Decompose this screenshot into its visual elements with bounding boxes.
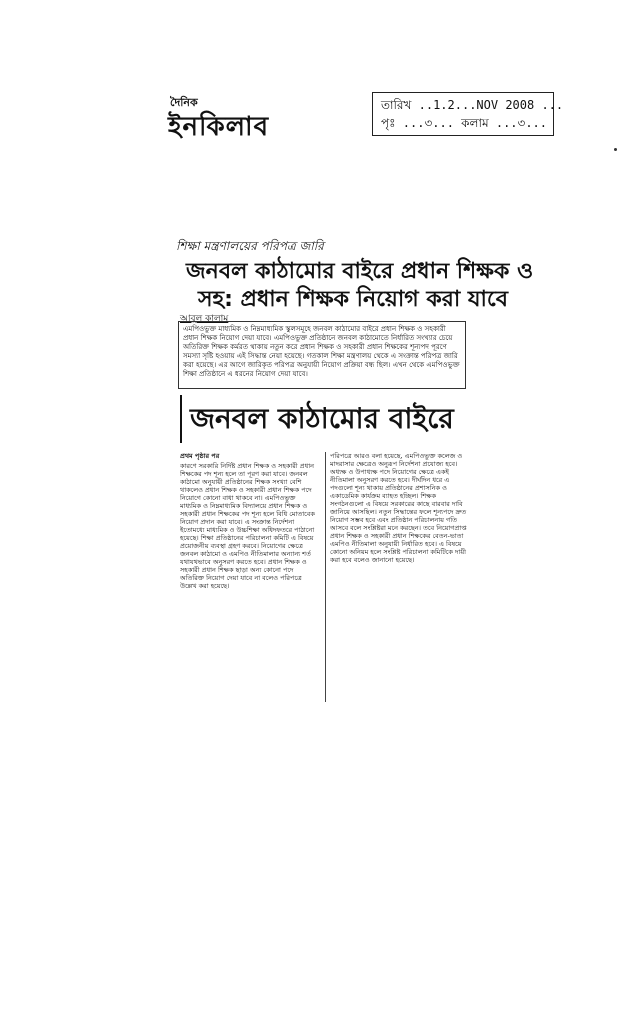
lead-paragraph-box — [178, 321, 466, 389]
byline: আবুল কালাম — [180, 314, 229, 324]
article-kicker: শিক্ষা মন্ত্রণালয়ের পরিপত্র জারি — [176, 239, 324, 253]
newspaper-label: দৈনিক — [170, 96, 198, 109]
body-text-left: কারণে সরকারি নির্দিষ্ট প্রধান শিক্ষক ও সহকারী প্রধান শিক্ষকের পদ শূন্য হলে তা পূরণ করা যাবে। জনবল কাঠামো অনুযায়ী প্রতিষ্ঠানের শিক্ষক সংখ্যা বেশি থাকলেও প্রধান শিক্ষক ও সহকারী প্রধান শিক্ষক পদে নিয়োগে কোনো বাধা থাকবে না। এমপিওভুক্ত মাধ্যমিক ও নিম্নমাধ্যমিক বিদ্যালয়ে প্রধান শিক্ষক ও সহকারী প্রধান শিক্ষকের পদ শূন্য হলে বিধি মোতাবেক নিয়োগ প্রদান করা যাবে। এ সংক্রান্ত নির্দেশনা ইতোমধ্যে মাধ্যমিক ও উচ্চশিক্ষা অধিদফতরে পাঠানো হয়েছে। শিক্ষা প্রতিষ্ঠানের পরিচালনা কমিটি এ বিষয়ে প্রয়োজনীয় ব্যবস্থা গ্রহণ করবে। নিয়োগের ক্ষেত্রে জনবল কাঠামো ও এমপিও নীতিমালার অন্যান্য শর্ত যথাযথভাবে অনুসরণ করতে হবে। প্রধান শিক্ষক ও সহকারী প্রধান শিক্ষক ছাড়া অন্য কোনো পদে অতিরিক্ত নিয়োগ দেয়া যাবে না বলেও পরিপত্রে উল্লেখ করা হয়েছে। — [180, 462, 315, 590]
continuation-header — [180, 395, 470, 443]
newspaper-name: ইনকিলাব — [168, 112, 270, 142]
column-divider — [325, 452, 326, 702]
headline-line-1: জনবল কাঠামোর বাইরে প্রধান শিক্ষক ও — [186, 259, 534, 284]
lead-paragraph: এমপিওভুক্ত মাধ্যমিক ও নিম্নমাধ্যমিক স্কুলসমূহে জনবল কাঠামোর বাইরে প্রধান শিক্ষক ও সহকারী প্রধান শিক্ষক নিয়োগ দেয়া যাবে। এমপিওভুক্ত প্রতিষ্ঠানে জনবল কাঠামোতে নির্ধারিত সংখ্যার চেয়ে অতিরিক্ত শিক্ষক কর্মরত থাকায় নতুন করে প্রধান শিক্ষক ও সহকারী প্রধান শিক্ষকের শূন্যপদ পূরণে সমস্যা সৃষ্টি হওয়ায় এই সিদ্ধান্ত নেয়া হয়েছে। গতকাল শিক্ষা মন্ত্রণালয় থেকে এ সংক্রান্ত পরিপত্র জারি করা হয়েছে। এর আগে জারিকৃত পরিপত্র অনুযায়ী নিয়োগ প্রক্রিয়া বন্ধ ছিল। এখন থেকে এমপিওভুক্ত শিক্ষা প্রতিষ্ঠানে এ ধরনের নিয়োগ দেয়া যাবে। — [183, 325, 460, 378]
date-stamp — [372, 92, 564, 136]
headline-line-2: সহ: প্রধান শিক্ষক নিয়োগ করা যাবে — [198, 287, 509, 312]
body-text-right: পরিপত্রে আরও বলা হয়েছে, এমপিওভুক্ত কলেজ ও মাদরাসার ক্ষেত্রেও অনুরূপ নির্দেশনা প্রযোজ্য হবে। অধ্যক্ষ ও উপাধ্যক্ষ পদে নিয়োগের ক্ষেত্রে একই নীতিমালা অনুসরণ করতে হবে। দীর্ঘদিন ধরে এ পদগুলো শূন্য থাকায় প্রতিষ্ঠানের প্রশাসনিক ও একাডেমিক কার্যক্রম ব্যাহত হচ্ছিল। শিক্ষক সংগঠনগুলো এ বিষয়ে সরকারের কাছে বারবার দাবি জানিয়ে আসছিল। নতুন সিদ্ধান্তের ফলে শূন্যপদে দ্রুত নিয়োগ সম্ভব হবে এবং প্রতিষ্ঠান পরিচালনায় গতি আসবে বলে সংশ্লিষ্টরা মনে করছেন। তবে নিয়োগপ্রাপ্ত প্রধান শিক্ষক ও সহকারী প্রধান শিক্ষকের বেতন-ভাতা এমপিও নীতিমালা অনুযায়ী নির্ধারিত হবে। এ বিষয়ে কোনো অনিয়ম হলে সংশ্লিষ্ট পরিচালনা কমিটিকে দায়ী করা হবে বলেও জানানো হয়েছে। — [330, 452, 467, 564]
body-column-right — [330, 452, 468, 708]
continuation-title: জনবল কাঠামোর বাইরে — [190, 402, 454, 435]
stamp-page: পৃঃ ...৩... কলাম ...৩... — [381, 116, 547, 130]
continued-label: প্রথম পৃষ্ঠার পর — [180, 452, 220, 460]
scan-speck — [614, 148, 617, 151]
stamp-date: তারিখ ..1.2...NOV 2008 ... — [381, 98, 564, 112]
body-column-left — [180, 452, 318, 708]
